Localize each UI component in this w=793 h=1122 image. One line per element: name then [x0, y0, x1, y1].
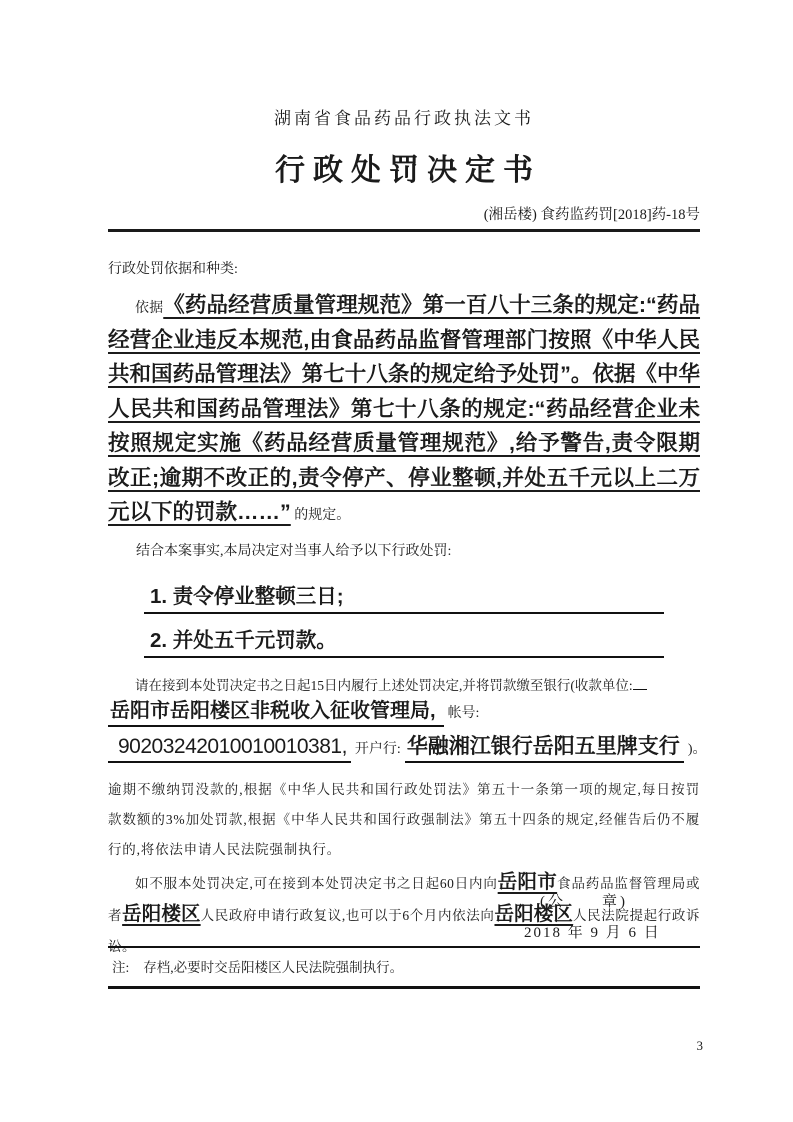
note-label: 注:	[112, 960, 130, 975]
appeal-part4: 人民法院提起行政诉讼。	[108, 908, 700, 954]
bank-label: 开户行:	[354, 741, 401, 757]
appeal-part3: 人民政府申请行政复议,也可以于6个月内依法向	[200, 908, 495, 924]
penalty-item-2	[144, 621, 664, 658]
document-number: (湘岳楼) 食药监药罚[2018]药-18号	[483, 207, 700, 223]
header-divider	[108, 229, 700, 232]
footer-note	[108, 946, 700, 989]
payment-line-1	[108, 674, 700, 694]
penalty-item-2-text: 2. 并处五千元罚款。	[150, 628, 337, 652]
appeal-district-name-2: 岳阳楼区	[494, 903, 573, 926]
payment-intro-text: 请在接到本处罚决定书之日起15日内履行上述处罚决定,并将罚款缴至银行(收款单位:	[135, 677, 633, 693]
account-number: 90203242010010010381,	[108, 735, 351, 763]
penalty-item-1	[144, 577, 664, 614]
payment-line-2	[108, 699, 700, 727]
page-number: 3	[696, 1038, 703, 1053]
official-seal-placeholder: (公 章)	[540, 894, 628, 910]
decision-intro: 结合本案事实,本局决定对当事人给予以下行政处罚:	[136, 543, 452, 559]
form-series-title: 湖南省食品药品行政执法文书	[274, 109, 534, 128]
appeal-city-name: 岳阳市	[497, 870, 558, 893]
decision-date: 2018 年 9 月 6 日	[524, 925, 661, 941]
document-title: 行政处罚决定书	[275, 154, 541, 187]
close-paren: )。	[687, 741, 707, 757]
payment-instructions	[108, 674, 707, 763]
overdue-penalty-paragraph: 逾期不缴纳罚没款的,根据《中华人民共和国行政处罚法》第五十一条第一项的规定,每日按罚款数额的3%加处罚款,根据《中华人民共和国行政强制法》第五十四条的规定,经催告后仍不履行的,将依法申请人民法院强制执行。	[108, 781, 700, 857]
appeal-part1: 如不服本处罚决定,可在接到本处罚决定书之日起60日内向	[135, 875, 498, 891]
penalty-item-1-text: 1. 责令停业整顿三日;	[150, 584, 344, 608]
legal-basis-quoted-text: 《药品经营质量管理规范》第一百八十三条的规定:“药品经营企业违反本规范,由食品药品监督管理部门按照《中华人民共和国药品管理法》第七十八条的规定给予处罚”。依据《中华人民共和国药品管理法》第七十八条的规定:“药品经营企业未按照规定实施《药品经营质量管理规范》,给予警告,责令限期改正;逾期不改正的,责令停产、停业整顿,并处五千元以上二万元以下的罚款……”	[108, 293, 701, 524]
legal-basis-suffix: 的规定。	[294, 508, 351, 523]
appeal-part2: 食品药品监督管理局或者	[108, 875, 701, 924]
appeal-district-name-1: 岳阳楼区	[122, 903, 201, 926]
payee-name: 岳阳市岳阳楼区非税收入征收管理局,	[108, 699, 444, 727]
section-label-penalty-basis: 行政处罚依据和种类:	[108, 262, 238, 277]
blank-underline	[633, 676, 647, 689]
legal-basis-paragraph	[108, 290, 700, 532]
note-text: 存档,必要时交岳阳楼区人民法院强制执行。	[143, 960, 404, 975]
account-label: 帐号:	[447, 705, 480, 721]
document-content	[108, 0, 707, 962]
legal-basis-prefix: 依据	[135, 301, 164, 316]
payment-line-3	[108, 734, 707, 763]
bank-name: 华融湘江银行岳阳五里牌支行	[405, 734, 684, 763]
